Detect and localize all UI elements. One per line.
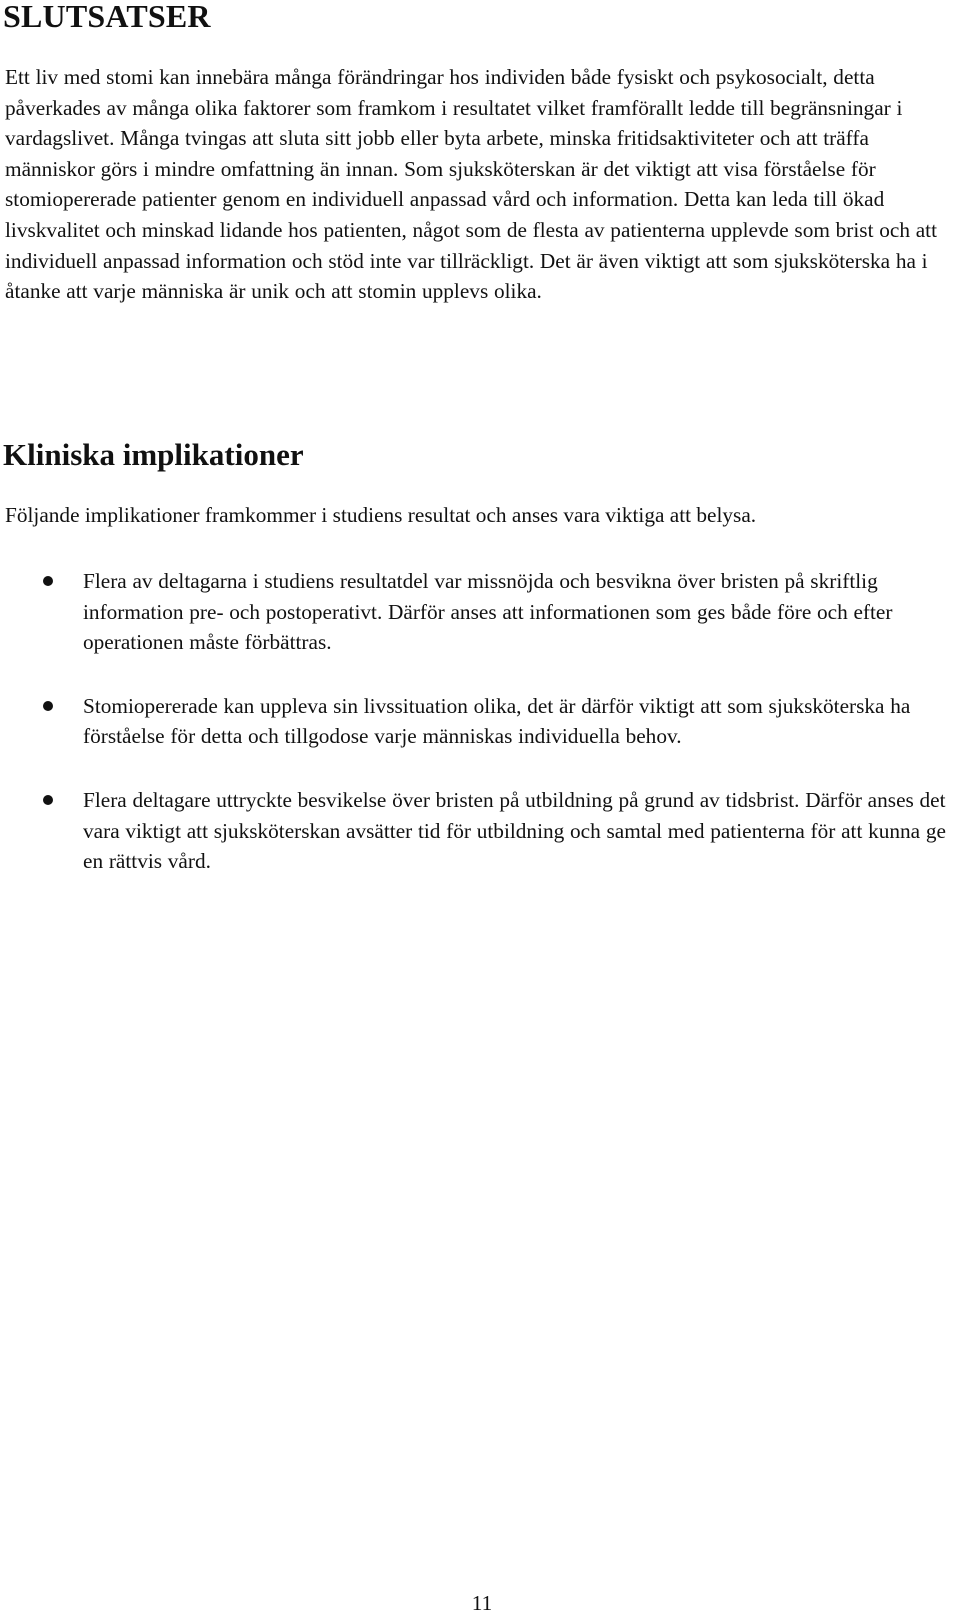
list-item — [0, 566, 960, 658]
implications-list — [0, 566, 960, 910]
list-item-text: Flera deltagare uttryckte besvikelse över bristen på utbildning på grund av tidsbrist. Därför anses det vara viktigt att sjuksköterskan avsätter tid för utbildning och samtal med patienterna för att kunna ge en rättvis vård. — [83, 787, 946, 874]
subsection-heading: Kliniska implikationer — [3, 437, 304, 472]
intro-paragraph: Följande implikationer framkommer i studiens resultat och anses vara viktiga att belysa. — [5, 503, 757, 527]
bullet-icon — [43, 701, 53, 711]
bullet-icon — [43, 795, 53, 805]
section-heading: SLUTSATSER — [3, 0, 211, 34]
conclusion-paragraph: Ett liv med stomi kan innebära många förändringar hos individen både fysiskt och psykosocialt, detta påverkades av många olika faktorer som framkom i resultatet vilket framförallt ledde till begränsningar i vardagslivet. Många tvingas att sluta sitt jobb eller byta arbete, minska fritidsaktiviteter och att träffa människor görs i mindre omfattning än innan. Som sjuksköterskan är det viktigt att visa förståelse för stomiopererade patienter genom en individuell anpassad vård och information. Detta kan leda till ökad livskvalitet och minskad lidande hos patienten, något som de flesta av patienterna upplevde som brist och att individuell anpassad information och stöd inte var tillräckligt. Det är även viktigt att som sjuksköterska ha i åtanke att varje människa är unik och att stomin upplevs olika. — [5, 65, 937, 304]
list-item — [0, 785, 960, 877]
list-item-text: Stomiopererade kan uppleva sin livssituation olika, det är därför viktigt att som sjuksköterska ha förståelse för detta och tillgodose varje människas individuella behov. — [83, 693, 911, 749]
list-item-text: Flera av deltagarna i studiens resultatdel var missnöjda och besvikna över bristen på skriftlig information pre- och postoperativt. Därför anses att informationen som ges både före och efter operationen måste förbättras. — [83, 569, 893, 655]
page-number: 11 — [471, 1591, 493, 1615]
bullet-icon — [43, 576, 53, 586]
list-item — [0, 691, 960, 752]
